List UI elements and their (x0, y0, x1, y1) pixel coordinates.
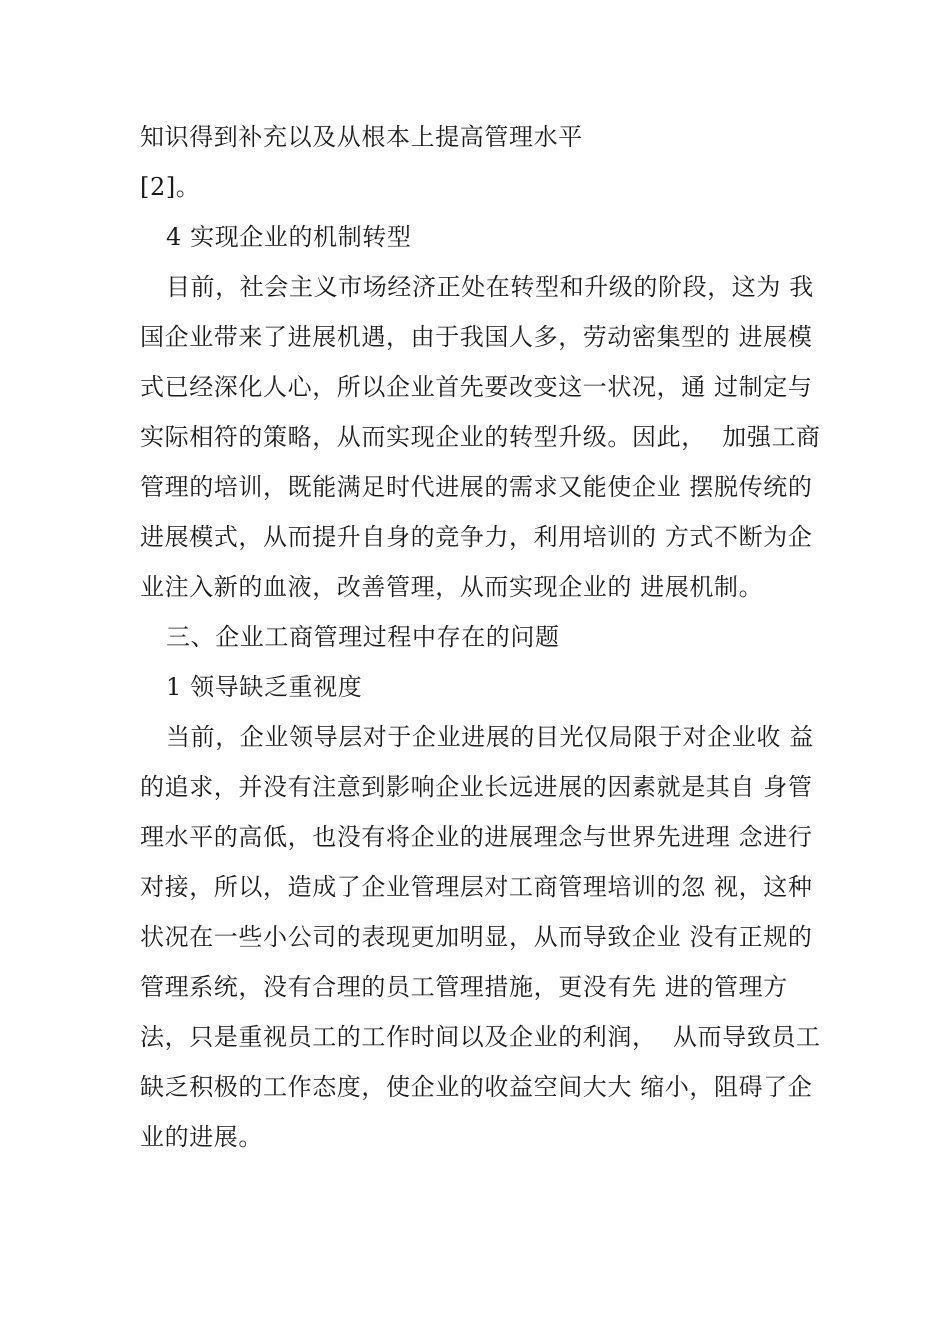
citation-line: [2]。 (140, 173, 201, 201)
document-page (140, 112, 840, 1162)
paragraph-line: 缺乏积极的工作态度，使企业的收益空间大大 缩小，阻碍了企 (140, 1073, 813, 1101)
paragraph-line: 理水平的高低，也没有将企业的进展理念与世界先进理 念进行 (140, 823, 813, 851)
paragraph-line: 法，只是重视员工的工作时间以及企业的利润， 从而导致员工 (140, 1023, 821, 1051)
paragraph-line: 管理系统，没有合理的员工管理措施，更没有先 进的管理方 (140, 973, 788, 1001)
paragraph-line: 业的进展。 (140, 1123, 263, 1151)
paragraph-line: 业注入新的血液，改善管理，从而实现企业的 进展机制。 (140, 573, 764, 601)
paragraph-line: 国企业带来了进展机遇，由于我国人多，劳动密集型的 进展模 (140, 323, 813, 351)
paragraph-line: 的追求，并没有注意到影响企业长远进展的因素就是其自 身管 (140, 773, 813, 801)
paragraph-continuation-line: 知识得到补充以及从根本上提高管理水平 (140, 123, 583, 151)
paragraph-line: 当前，企业领导层对于企业进展的目光仅局限于对企业收 益 (166, 723, 814, 751)
paragraph-line: 目前，社会主义市场经济正处在转型和升级的阶段，这为 我 (166, 273, 814, 301)
chapter-heading-problems: 三、企业工商管理过程中存在的问题 (166, 623, 560, 651)
section-heading-leadership: 1 领导缺乏重视度 (166, 673, 363, 701)
paragraph-line: 式已经深化人心，所以企业首先要改变这一状况，通 过制定与 (140, 373, 813, 401)
paragraph-line: 状况在一些小公司的表现更加明显，从而导致企业 没有正规的 (140, 923, 813, 951)
paragraph-line: 管理的培训，既能满足时代进展的需求又能使企业 摆脱传统的 (140, 473, 813, 501)
paragraph-line: 进展模式，从而提升自身的竞争力，利用培训的 方式不断为企 (140, 523, 813, 551)
paragraph-line: 实际相符的策略，从而实现企业的转型升级。因此， 加强工商 (140, 423, 821, 451)
section-heading-mechanism-transformation: 4 实现企业的机制转型 (166, 223, 412, 251)
paragraph-line: 对接，所以，造成了企业管理层对工商管理培训的忽 视，这种 (140, 873, 813, 901)
